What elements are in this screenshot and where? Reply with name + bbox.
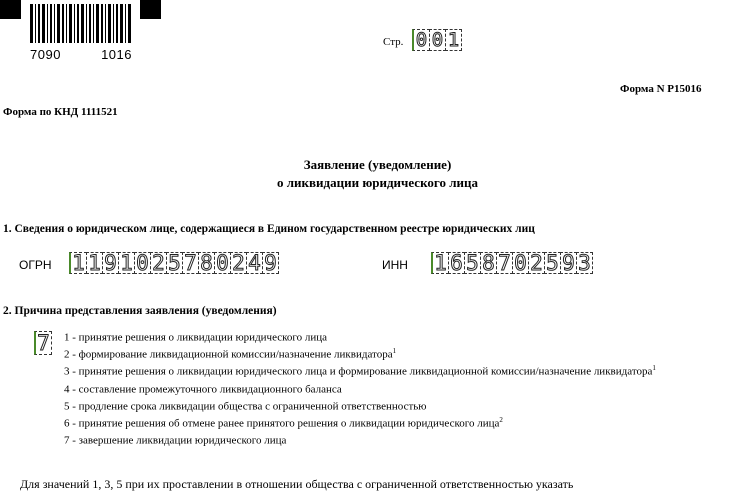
inn-digit: 5 — [544, 252, 561, 274]
reason-option: 3 - принятие решения о ликвидации юридического лица и формирование ликвидационной комиссии/назначение ликвидатора$^1$ — [64, 364, 656, 379]
reason-option: 6 - принятие решения об отмене ранее принятого решения о ликвидации юридического лица$^2$ — [64, 415, 503, 430]
ogrn-digit: 0 — [214, 252, 231, 274]
page-digit: 0 — [429, 29, 446, 51]
page-digit: 0 — [412, 29, 430, 51]
inn-digit: 5 — [464, 252, 481, 274]
ogrn-digit: 5 — [166, 252, 183, 274]
title-line-1: Заявление (уведомление) — [303, 157, 452, 172]
ogrn-digit: 9 — [102, 252, 119, 274]
ogrn-digit: 7 — [182, 252, 199, 274]
ogrn-label: ОГРН — [19, 258, 52, 272]
footer-instruction: Для значений 1, 3, 5 при их проставлении в отношении общества с ограниченной ответственностью указать — [20, 477, 574, 491]
inn-digit: 2 — [528, 252, 545, 274]
inn-digit: 7 — [496, 252, 513, 274]
reason-code-digit: 7 — [34, 331, 52, 355]
inn-field[interactable] — [431, 252, 592, 274]
ogrn-field[interactable] — [69, 252, 278, 274]
inn-digit: 3 — [576, 252, 593, 274]
ogrn-digit: 8 — [198, 252, 215, 274]
barcode-number-left: 7090 — [30, 47, 61, 62]
ogrn-digit: 2 — [230, 252, 247, 274]
section1-heading: 1. Сведения о юридическом лице, содержащиеся в Едином государственном реестре юридических лиц — [3, 223, 535, 235]
inn-digit: 0 — [512, 252, 529, 274]
reason-code-field[interactable] — [34, 331, 51, 355]
inn-digit: 9 — [560, 252, 577, 274]
ogrn-digit: 1 — [69, 252, 87, 274]
page-label: Стр. — [383, 36, 404, 48]
form-name: Форма N Р15016 — [620, 83, 702, 95]
inn-digit: 6 — [448, 252, 465, 274]
document-title — [0, 156, 755, 192]
ogrn-digit: 1 — [86, 252, 103, 274]
reason-option: 4 - составление промежуточного ликвидационного баланса — [64, 383, 342, 396]
barcode-number-right: 1016 — [101, 47, 132, 62]
inn-digit: 1 — [431, 252, 449, 274]
ogrn-digit: 9 — [262, 252, 279, 274]
corner-marker-left — [0, 0, 21, 19]
ogrn-digit: 2 — [150, 252, 167, 274]
ogrn-digit: 0 — [134, 252, 151, 274]
ogrn-digit: 1 — [118, 252, 135, 274]
ogrn-digit: 4 — [246, 252, 263, 274]
page-digit: 1 — [445, 29, 462, 51]
title-line-2: о ликвидации юридического лица — [276, 175, 478, 190]
page-number-cells[interactable] — [412, 29, 461, 51]
corner-marker-right — [140, 0, 161, 19]
barcode-number — [30, 47, 132, 62]
inn-label: ИНН — [382, 258, 408, 272]
reason-option: 2 - формирование ликвидационной комиссии/назначение ликвидатора$^1$ — [64, 347, 397, 361]
reason-option: 1 - принятие решения о ликвидации юридического лица — [64, 331, 328, 344]
reason-options-list — [64, 327, 656, 447]
inn-digit: 8 — [480, 252, 497, 274]
section2-heading: 2. Причина представления заявления (уведомления) — [3, 305, 277, 317]
barcode — [30, 4, 132, 43]
reason-option: 5 - продление срока ликвидации общества с ограниченной ответственностью — [64, 400, 427, 413]
reason-option: 7 - завершение ликвидации юридического лица — [64, 434, 287, 447]
knd-label: Форма по КНД 1111521 — [3, 106, 118, 118]
